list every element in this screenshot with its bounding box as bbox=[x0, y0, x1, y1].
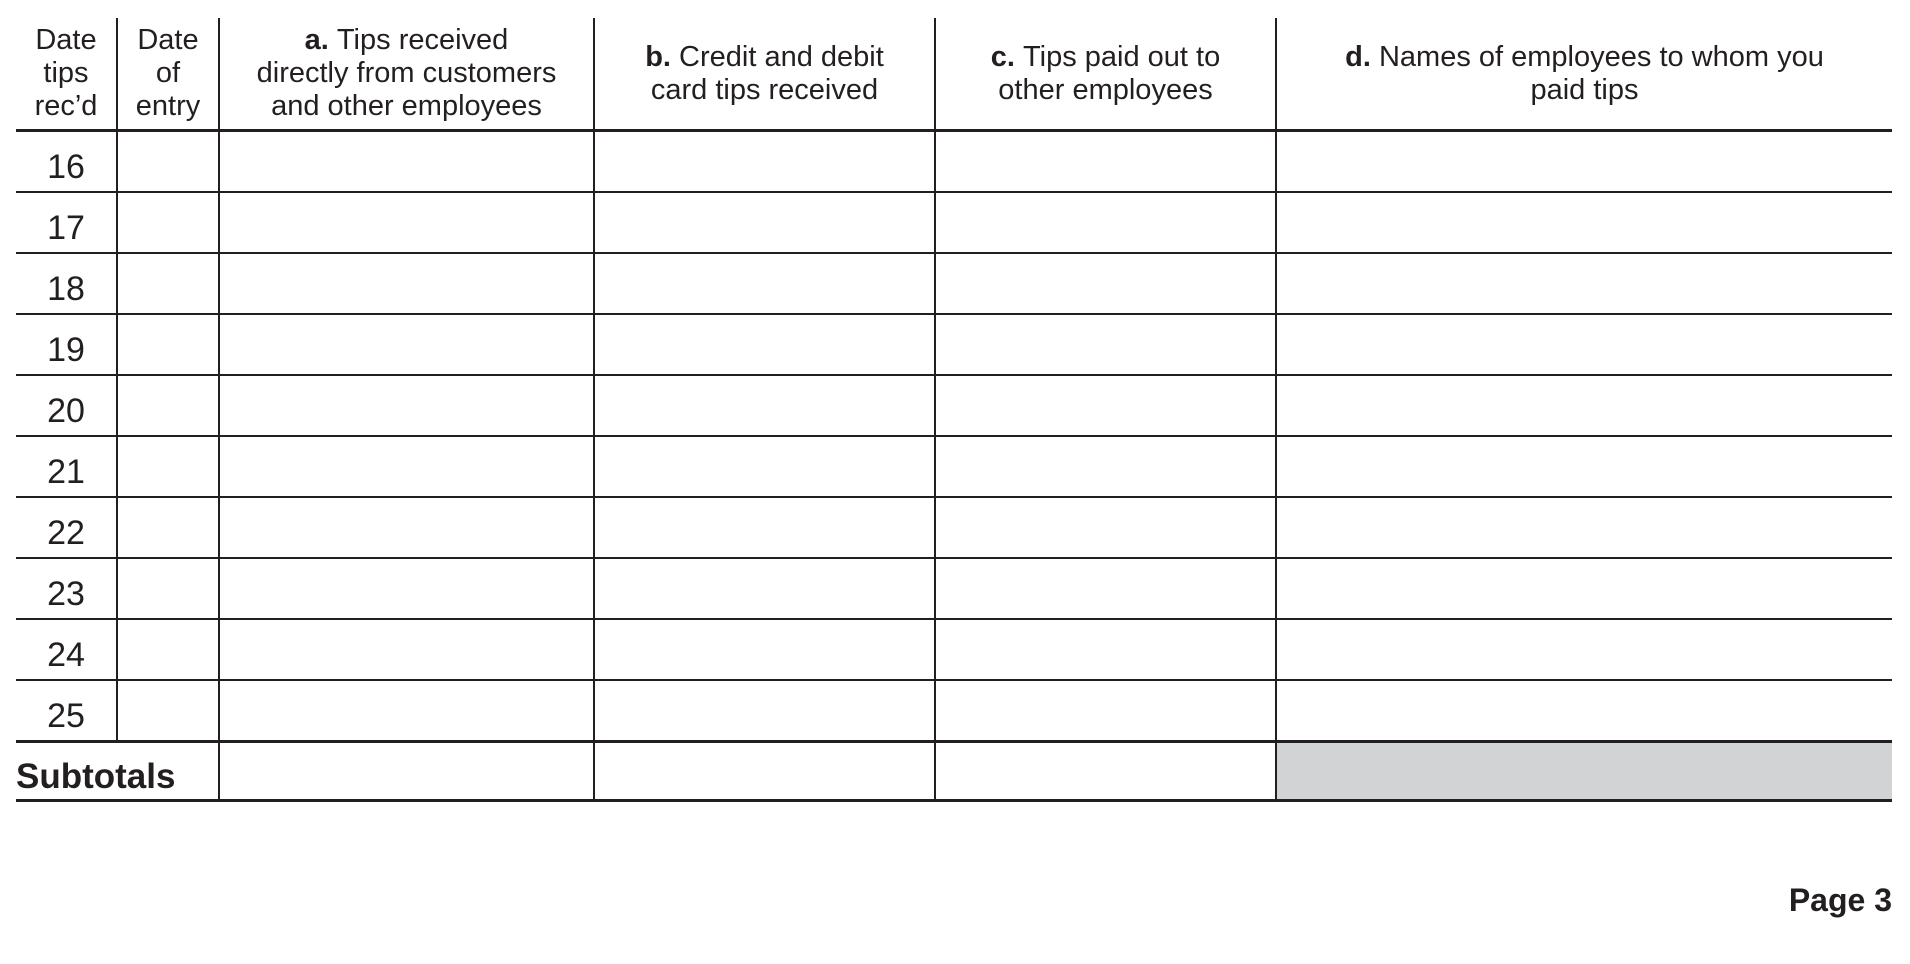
header-col-c bbox=[935, 18, 1276, 131]
day-number: 23 bbox=[16, 558, 117, 619]
table-row bbox=[16, 253, 1892, 314]
header-col-d bbox=[1276, 18, 1892, 131]
entry-field-b[interactable] bbox=[594, 436, 935, 497]
entry-field-d[interactable] bbox=[1276, 131, 1892, 193]
entry-field-a[interactable] bbox=[219, 192, 594, 253]
table-row bbox=[16, 131, 1892, 193]
header-text-line: Credit and debit bbox=[679, 40, 884, 73]
entry-field-d[interactable] bbox=[1276, 375, 1892, 436]
entry-field-a[interactable] bbox=[219, 131, 594, 193]
header-text-line: and other employees bbox=[271, 90, 542, 122]
entry-field-date-entry[interactable] bbox=[117, 619, 219, 680]
tip-record-table bbox=[16, 18, 1892, 802]
entry-field-c[interactable] bbox=[935, 619, 1276, 680]
subtotal-b-field[interactable] bbox=[594, 742, 935, 801]
entry-field-date-entry[interactable] bbox=[117, 131, 219, 193]
entry-field-date-entry[interactable] bbox=[117, 375, 219, 436]
entry-field-c[interactable] bbox=[935, 558, 1276, 619]
header-text-line: of bbox=[155, 57, 181, 89]
subtotal-c-field[interactable] bbox=[935, 742, 1276, 801]
table-row bbox=[16, 436, 1892, 497]
entry-field-d[interactable] bbox=[1276, 558, 1892, 619]
header-text-line: directly from customers bbox=[256, 57, 557, 89]
day-number: 19 bbox=[16, 314, 117, 375]
entry-field-c[interactable] bbox=[935, 680, 1276, 742]
entry-field-b[interactable] bbox=[594, 253, 935, 314]
entry-field-c[interactable] bbox=[935, 253, 1276, 314]
entry-field-a[interactable] bbox=[219, 497, 594, 558]
header-letter: b. bbox=[645, 40, 680, 73]
entry-field-d[interactable] bbox=[1276, 497, 1892, 558]
day-number: 17 bbox=[16, 192, 117, 253]
entry-field-c[interactable] bbox=[935, 192, 1276, 253]
entry-field-d[interactable] bbox=[1276, 436, 1892, 497]
entry-field-a[interactable] bbox=[219, 253, 594, 314]
header-text-line: paid tips bbox=[1530, 73, 1639, 106]
table-body bbox=[16, 131, 1892, 742]
header-text-line: Tips received bbox=[336, 24, 509, 56]
header-text-line: tips bbox=[43, 57, 89, 89]
day-number: 21 bbox=[16, 436, 117, 497]
entry-field-c[interactable] bbox=[935, 436, 1276, 497]
header-col-b bbox=[594, 18, 935, 131]
entry-field-a[interactable] bbox=[219, 619, 594, 680]
header-text-line: Date bbox=[137, 24, 199, 56]
entry-field-a[interactable] bbox=[219, 680, 594, 742]
table-row bbox=[16, 558, 1892, 619]
header-date-received bbox=[16, 18, 117, 131]
subtotals-label: Subtotals bbox=[16, 742, 219, 801]
entry-field-date-entry[interactable] bbox=[117, 497, 219, 558]
day-number: 25 bbox=[16, 680, 117, 742]
day-number: 16 bbox=[16, 131, 117, 193]
header-text-line: Tips paid out to bbox=[1023, 40, 1221, 73]
subtotals-row bbox=[16, 742, 1892, 801]
entry-field-a[interactable] bbox=[219, 314, 594, 375]
header-letter: c. bbox=[990, 40, 1024, 73]
day-number: 18 bbox=[16, 253, 117, 314]
header-row bbox=[16, 18, 1892, 131]
table-row bbox=[16, 680, 1892, 742]
header-text-line: other employees bbox=[998, 73, 1213, 106]
entry-field-b[interactable] bbox=[594, 558, 935, 619]
table-row bbox=[16, 314, 1892, 375]
header-letter: a. bbox=[304, 24, 337, 56]
entry-field-b[interactable] bbox=[594, 314, 935, 375]
entry-field-b[interactable] bbox=[594, 680, 935, 742]
entry-field-date-entry[interactable] bbox=[117, 558, 219, 619]
entry-field-d[interactable] bbox=[1276, 253, 1892, 314]
entry-field-date-entry[interactable] bbox=[117, 253, 219, 314]
entry-field-d[interactable] bbox=[1276, 619, 1892, 680]
day-number: 24 bbox=[16, 619, 117, 680]
header-date-entry bbox=[117, 18, 219, 131]
entry-field-b[interactable] bbox=[594, 192, 935, 253]
entry-field-date-entry[interactable] bbox=[117, 680, 219, 742]
entry-field-c[interactable] bbox=[935, 375, 1276, 436]
table-row bbox=[16, 497, 1892, 558]
header-text-line: card tips received bbox=[650, 73, 879, 106]
table-row bbox=[16, 619, 1892, 680]
page-number: Page 3 bbox=[1788, 882, 1892, 918]
header-text-line: Date bbox=[35, 24, 97, 56]
header-letter: d. bbox=[1345, 40, 1379, 73]
entry-field-a[interactable] bbox=[219, 436, 594, 497]
entry-field-b[interactable] bbox=[594, 375, 935, 436]
table-row bbox=[16, 192, 1892, 253]
entry-field-a[interactable] bbox=[219, 558, 594, 619]
entry-field-d[interactable] bbox=[1276, 314, 1892, 375]
day-number: 22 bbox=[16, 497, 117, 558]
subtotal-d-shaded-cell bbox=[1276, 742, 1892, 801]
entry-field-b[interactable] bbox=[594, 497, 935, 558]
entry-field-b[interactable] bbox=[594, 619, 935, 680]
day-number: 20 bbox=[16, 375, 117, 436]
entry-field-c[interactable] bbox=[935, 131, 1276, 193]
header-text-line: rec’d bbox=[34, 90, 98, 122]
entry-field-b[interactable] bbox=[594, 131, 935, 193]
entry-field-d[interactable] bbox=[1276, 680, 1892, 742]
entry-field-date-entry[interactable] bbox=[117, 436, 219, 497]
header-col-a bbox=[219, 18, 594, 131]
entry-field-c[interactable] bbox=[935, 314, 1276, 375]
entry-field-c[interactable] bbox=[935, 497, 1276, 558]
entry-field-d[interactable] bbox=[1276, 192, 1892, 253]
table-row bbox=[16, 375, 1892, 436]
entry-field-date-entry[interactable] bbox=[117, 314, 219, 375]
subtotal-a-field[interactable] bbox=[219, 742, 594, 801]
header-text-line: entry bbox=[135, 90, 201, 122]
header-text-line: Names of employees to whom you bbox=[1378, 40, 1824, 73]
entry-field-a[interactable] bbox=[219, 375, 594, 436]
entry-field-date-entry[interactable] bbox=[117, 192, 219, 253]
